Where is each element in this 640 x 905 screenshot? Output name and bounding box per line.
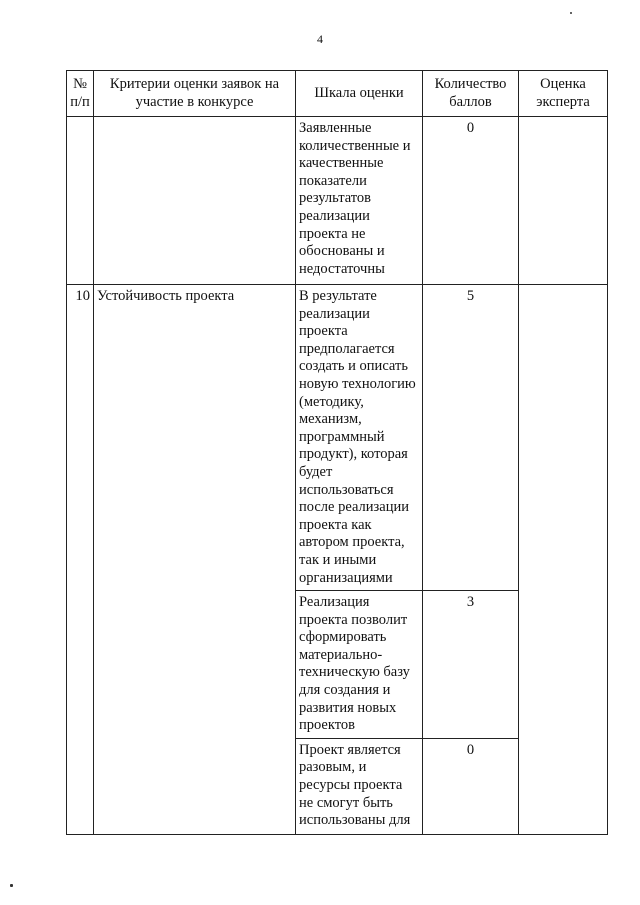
header-points: Количество баллов [423,71,519,117]
header-num: № п/п [67,71,94,117]
scan-speck [570,12,572,14]
row-scale: Реализация проекта позволит сформировать материально-техническую базу для создания и развития новых проектов [296,591,423,739]
row-expert [519,117,608,285]
row-points: 0 [423,738,519,834]
page-number: 4 [317,32,323,46]
table-row [67,117,608,285]
table-row [67,285,608,591]
row-criterion [94,117,296,285]
row-expert [519,285,608,835]
row-num: 10 [67,285,94,835]
header-expert: Оценка эксперта [519,71,608,117]
header-criteria: Критерии оценки заявок на участие в конкурсе [94,71,296,117]
row-scale: Проект является разовым, и ресурсы проекта не смогут быть использованы для [296,738,423,834]
row-points: 3 [423,591,519,739]
header-scale: Шкала оценки [296,71,423,117]
row-points: 5 [423,285,519,591]
table-header-row [67,71,608,117]
criteria-table [66,70,608,835]
row-num [67,117,94,285]
row-scale: В результате реализации проекта предполагается создать и описать новую технологию (методику, механизм, программный продукт), которая будет использоваться после реализации проекта как автором проекта, так и иными организациями [296,285,423,591]
scan-speck [10,884,13,887]
row-criterion: Устойчивость проекта [94,285,296,835]
row-scale: Заявленные количественные и качественные показатели результатов реализации проекта не обоснованы и недостаточны [296,117,423,285]
row-points: 0 [423,117,519,285]
